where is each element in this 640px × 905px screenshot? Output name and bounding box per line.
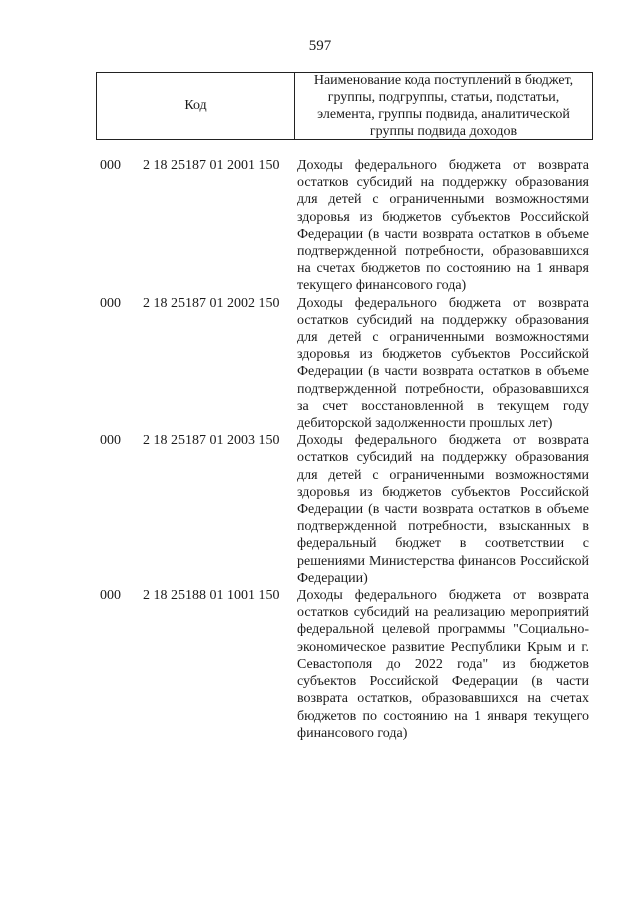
income-name: Доходы федерального бюджета от возврата остатков субсидий на поддержку образования для детей с ограниченными возможностями здоровья из бюджетов субъектов Российской Федерации (в части возврата остатков в объеме подтвержденной потребности, образовавшихся на счетах бюджетов по состоянию на 1 января текущего финансового года) [297,158,589,294]
income-name: Доходы федерального бюджета от возврата остатков субсидий на поддержку образования для детей с ограниченными возможностями здоровья из бюджетов субъектов Российской Федерации (в части возврата остатков в объеме подтвержденной потребности, образовавшихся за счет восстановленной в текущем году дебиторской задолженности прошлых лет) [297,295,589,432]
income-code: 2 18 25188 01 1001 150 [143,588,280,604]
admin-code: 000 [100,433,121,449]
income-name: Доходы федерального бюджета от возврата остатков субсидий на поддержку образования для детей с ограниченными возможностями здоровья из бюджетов субъектов Российской Федерации (в части возврата остатков в объеме подтвержденной потребности, взысканных в федеральный бюджет в соответствии с решениями Министерства финансов Российской Федерации) [297,433,589,586]
table-header [96,72,593,140]
income-code: 2 18 25187 01 2002 150 [143,295,280,311]
header-code: Код [97,73,295,139]
table-row [0,587,640,742]
income-code: 2 18 25187 01 2003 150 [143,433,280,449]
header-name: Наименование кода поступлений в бюджет, группы, подгруппы, статьи, подстатьи, элемента, группы подвида, аналитической группы подвида доходов [313,73,574,139]
admin-code: 000 [100,295,121,311]
income-code: 2 18 25187 01 2001 150 [143,158,280,173]
table-row [0,432,640,587]
table-row [0,157,640,295]
admin-code: 000 [100,588,121,604]
admin-code: 000 [100,158,121,173]
income-codes-list [0,157,640,742]
table-row [0,295,640,433]
income-name: Доходы федерального бюджета от возврата остатков субсидий на реализацию мероприятий федеральной целевой программы "Социально-экономическое развитие Республики Крым и г. Севастополя до 2022 года" из бюджетов субъектов Российской Федерации (в части возврата остатков, образовавшихся на счетах бюджетов по состоянию на 1 января текущего финансового года) [297,588,589,741]
page-number: 597 [308,38,332,54]
